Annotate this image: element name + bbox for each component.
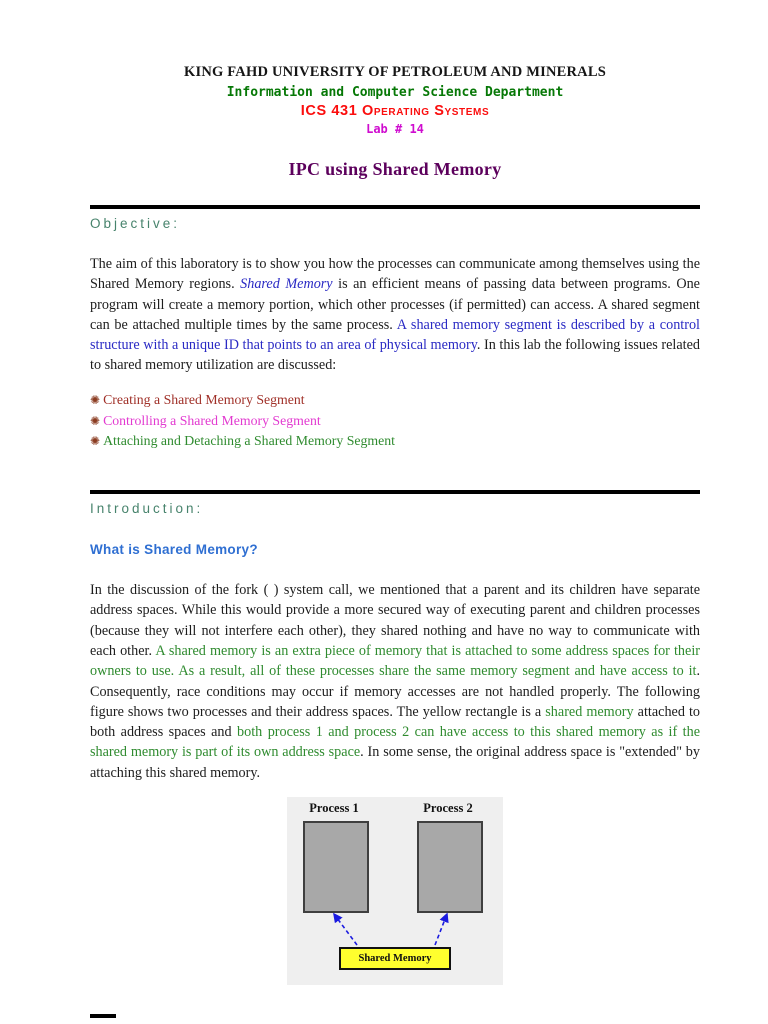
intro-highlight-green-3: both process 1 and process 2 can have access to this shared memory as if the shared memory is part of its own address space: [90, 724, 700, 761]
department-name: Information and Computer Science Department: [226, 85, 564, 100]
shared-memory-box: Shared Memory: [339, 947, 451, 970]
objective-heading: Objective:: [90, 216, 181, 231]
objective-paragraph: [90, 254, 700, 376]
objective-text-2: is an efficient means of passing data between programs. One program will create a memory portion, which other processes (if permitted) can access. A shared segment can be attached multiple times by the same process.: [90, 276, 700, 333]
intro-text-2: . Consequently, race conditions may occur if memory accesses are not handled properly. The following figure shows two processes and their address spaces. The yellow rectangle is a: [90, 663, 700, 720]
objective-highlight-blue: A shared memory segment is described by a control structure with a unique ID that points to an area of physical memory: [90, 316, 700, 354]
shared-memory-figure: [287, 797, 503, 985]
bullet-controlling-label: Controlling a Shared Memory Segment: [103, 412, 321, 428]
bullet-creating-label: Creating a Shared Memory Segment: [103, 391, 305, 407]
starburst-bullet-icon: ✺: [90, 434, 101, 449]
objective-text-3: . In this lab the following issues related to shared memory utilization are discussed:: [90, 337, 700, 374]
arrow-to-process1: [334, 914, 357, 945]
document-title: IPC using Shared Memory: [288, 159, 502, 179]
intro-text-3: attached to both address spaces and: [90, 703, 701, 741]
course-title: ICS 431 Operating Systems: [300, 103, 490, 119]
shared-memory-term: Shared Memory: [240, 276, 333, 293]
starburst-bullet-icon: ✺: [90, 413, 101, 428]
objective-topics-list: [90, 390, 700, 452]
introduction-heading: Introduction:: [90, 501, 204, 517]
starburst-bullet-icon: ✺: [90, 392, 101, 407]
intro-text-1: In the discussion of the fork ( ) system call, we mentioned that a parent and its children have separate address spaces. While this would provide a more secured way of executing parent and children processes (because they will not interfere each other), they shared nothing and have no way to communicate with each other.: [90, 582, 700, 659]
objective-text-1: The aim of this laboratory is to show you how the processes can communicate among themselves using the Shared Memory regions.: [90, 256, 700, 293]
process2-label: Process 2: [423, 801, 473, 816]
lab-number: Lab # 14: [366, 122, 424, 136]
next-section-rule-fragment: [90, 1014, 116, 1018]
arrow-to-process2: [435, 914, 447, 945]
intro-highlight-green-1: A shared memory is an extra piece of memory that is attached to some address spaces for their owners to use. As a result, all of these processes share the same memory segment and have access to it: [90, 642, 700, 680]
list-item: [90, 411, 700, 432]
list-item: [90, 431, 700, 452]
university-name: KING FAHD UNIVERSITY OF PETROLEUM AND MINERALS: [184, 64, 606, 80]
section-divider-rule: [90, 490, 700, 494]
bullet-attaching-label: Attaching and Detaching a Shared Memory Segment: [103, 433, 396, 449]
list-item: [90, 390, 700, 411]
introduction-paragraph: [90, 580, 700, 783]
intro-highlight-green-2: shared memory: [545, 703, 634, 720]
process1-label: Process 1: [309, 801, 359, 816]
what-is-shared-memory-subheading: What is Shared Memory?: [90, 542, 258, 558]
section-divider-rule: [90, 205, 700, 209]
intro-text-4: . In some sense, the original address space is "extended" by attaching this shared memory.: [90, 744, 700, 781]
